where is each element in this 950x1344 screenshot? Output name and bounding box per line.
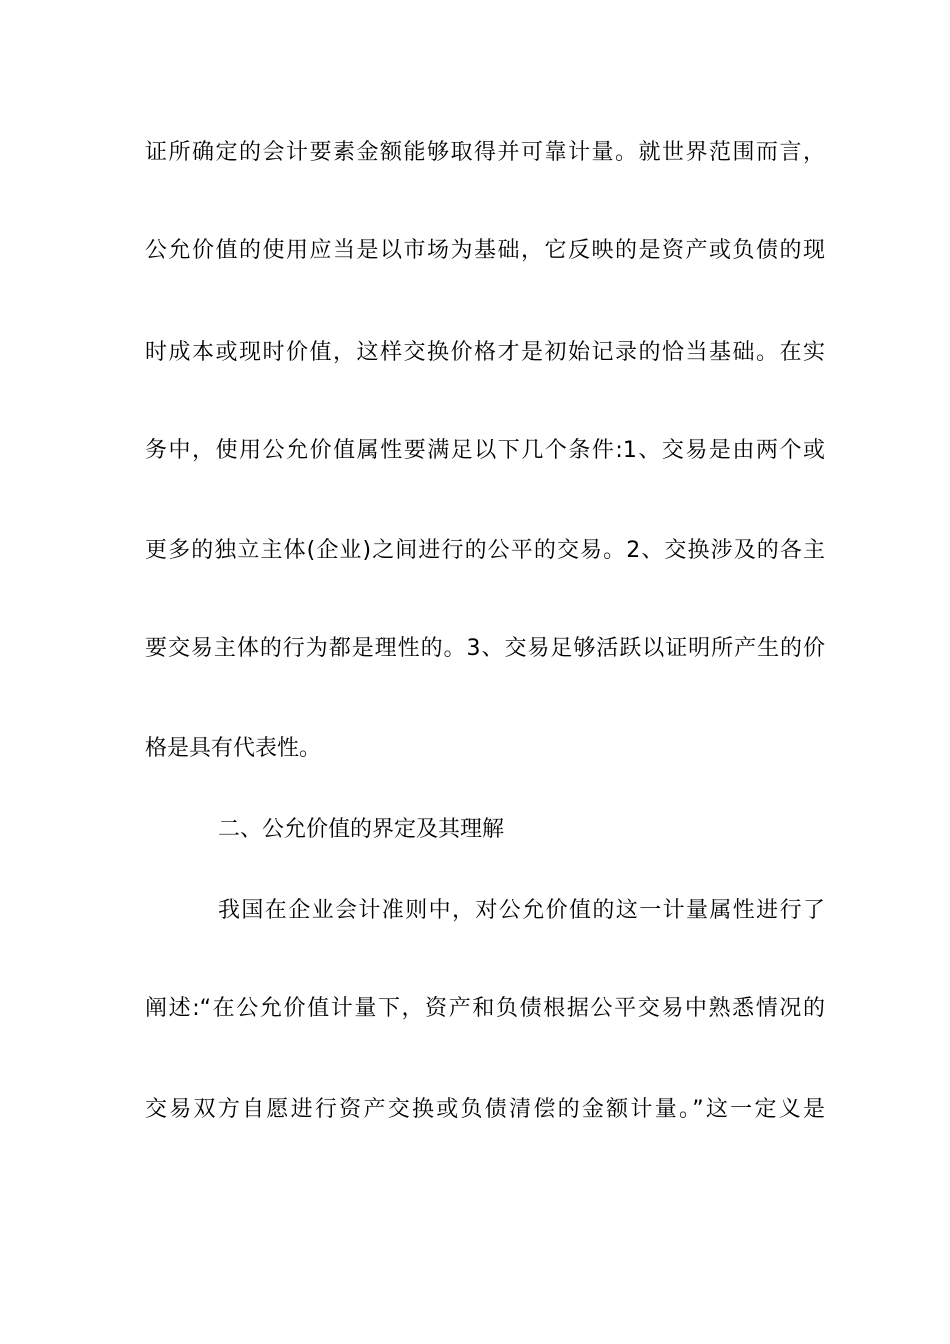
paragraph-line: 务中，使用公允价值属性要满足以下几个条件:1、交易是由两个或 bbox=[145, 438, 825, 463]
paragraph-line: 交易双方自愿进行资产交换或负债清偿的金额计量。”这一定义是 bbox=[145, 1097, 825, 1122]
paragraph-line: 公允价值的使用应当是以市场为基础，它反映的是资产或负债的现 bbox=[145, 238, 825, 263]
paragraph-line: 阐述:“在公允价值计量下，资产和负债根据公平交易中熟悉情况的 bbox=[145, 996, 825, 1021]
paragraph-line: 时成本或现时价值，这样交换价格才是初始记录的恰当基础。在实 bbox=[145, 340, 825, 365]
paragraph-line-last: 格是具有代表性。 bbox=[145, 736, 322, 761]
paragraph-line: 证所确定的会计要素金额能够取得并可靠计量。就世界范围而言， bbox=[145, 140, 825, 165]
paragraph-line-first: 我国在企业会计准则中，对公允价值的这一计量属性进行了 bbox=[218, 898, 825, 923]
section-heading: 二、公允价值的界定及其理解 bbox=[218, 817, 505, 842]
paragraph-line: 更多的独立主体(企业)之间进行的公平的交易。2、交换涉及的各主 bbox=[145, 538, 825, 563]
paragraph-line: 要交易主体的行为都是理性的。3、交易足够活跃以证明所产生的价 bbox=[145, 636, 825, 661]
